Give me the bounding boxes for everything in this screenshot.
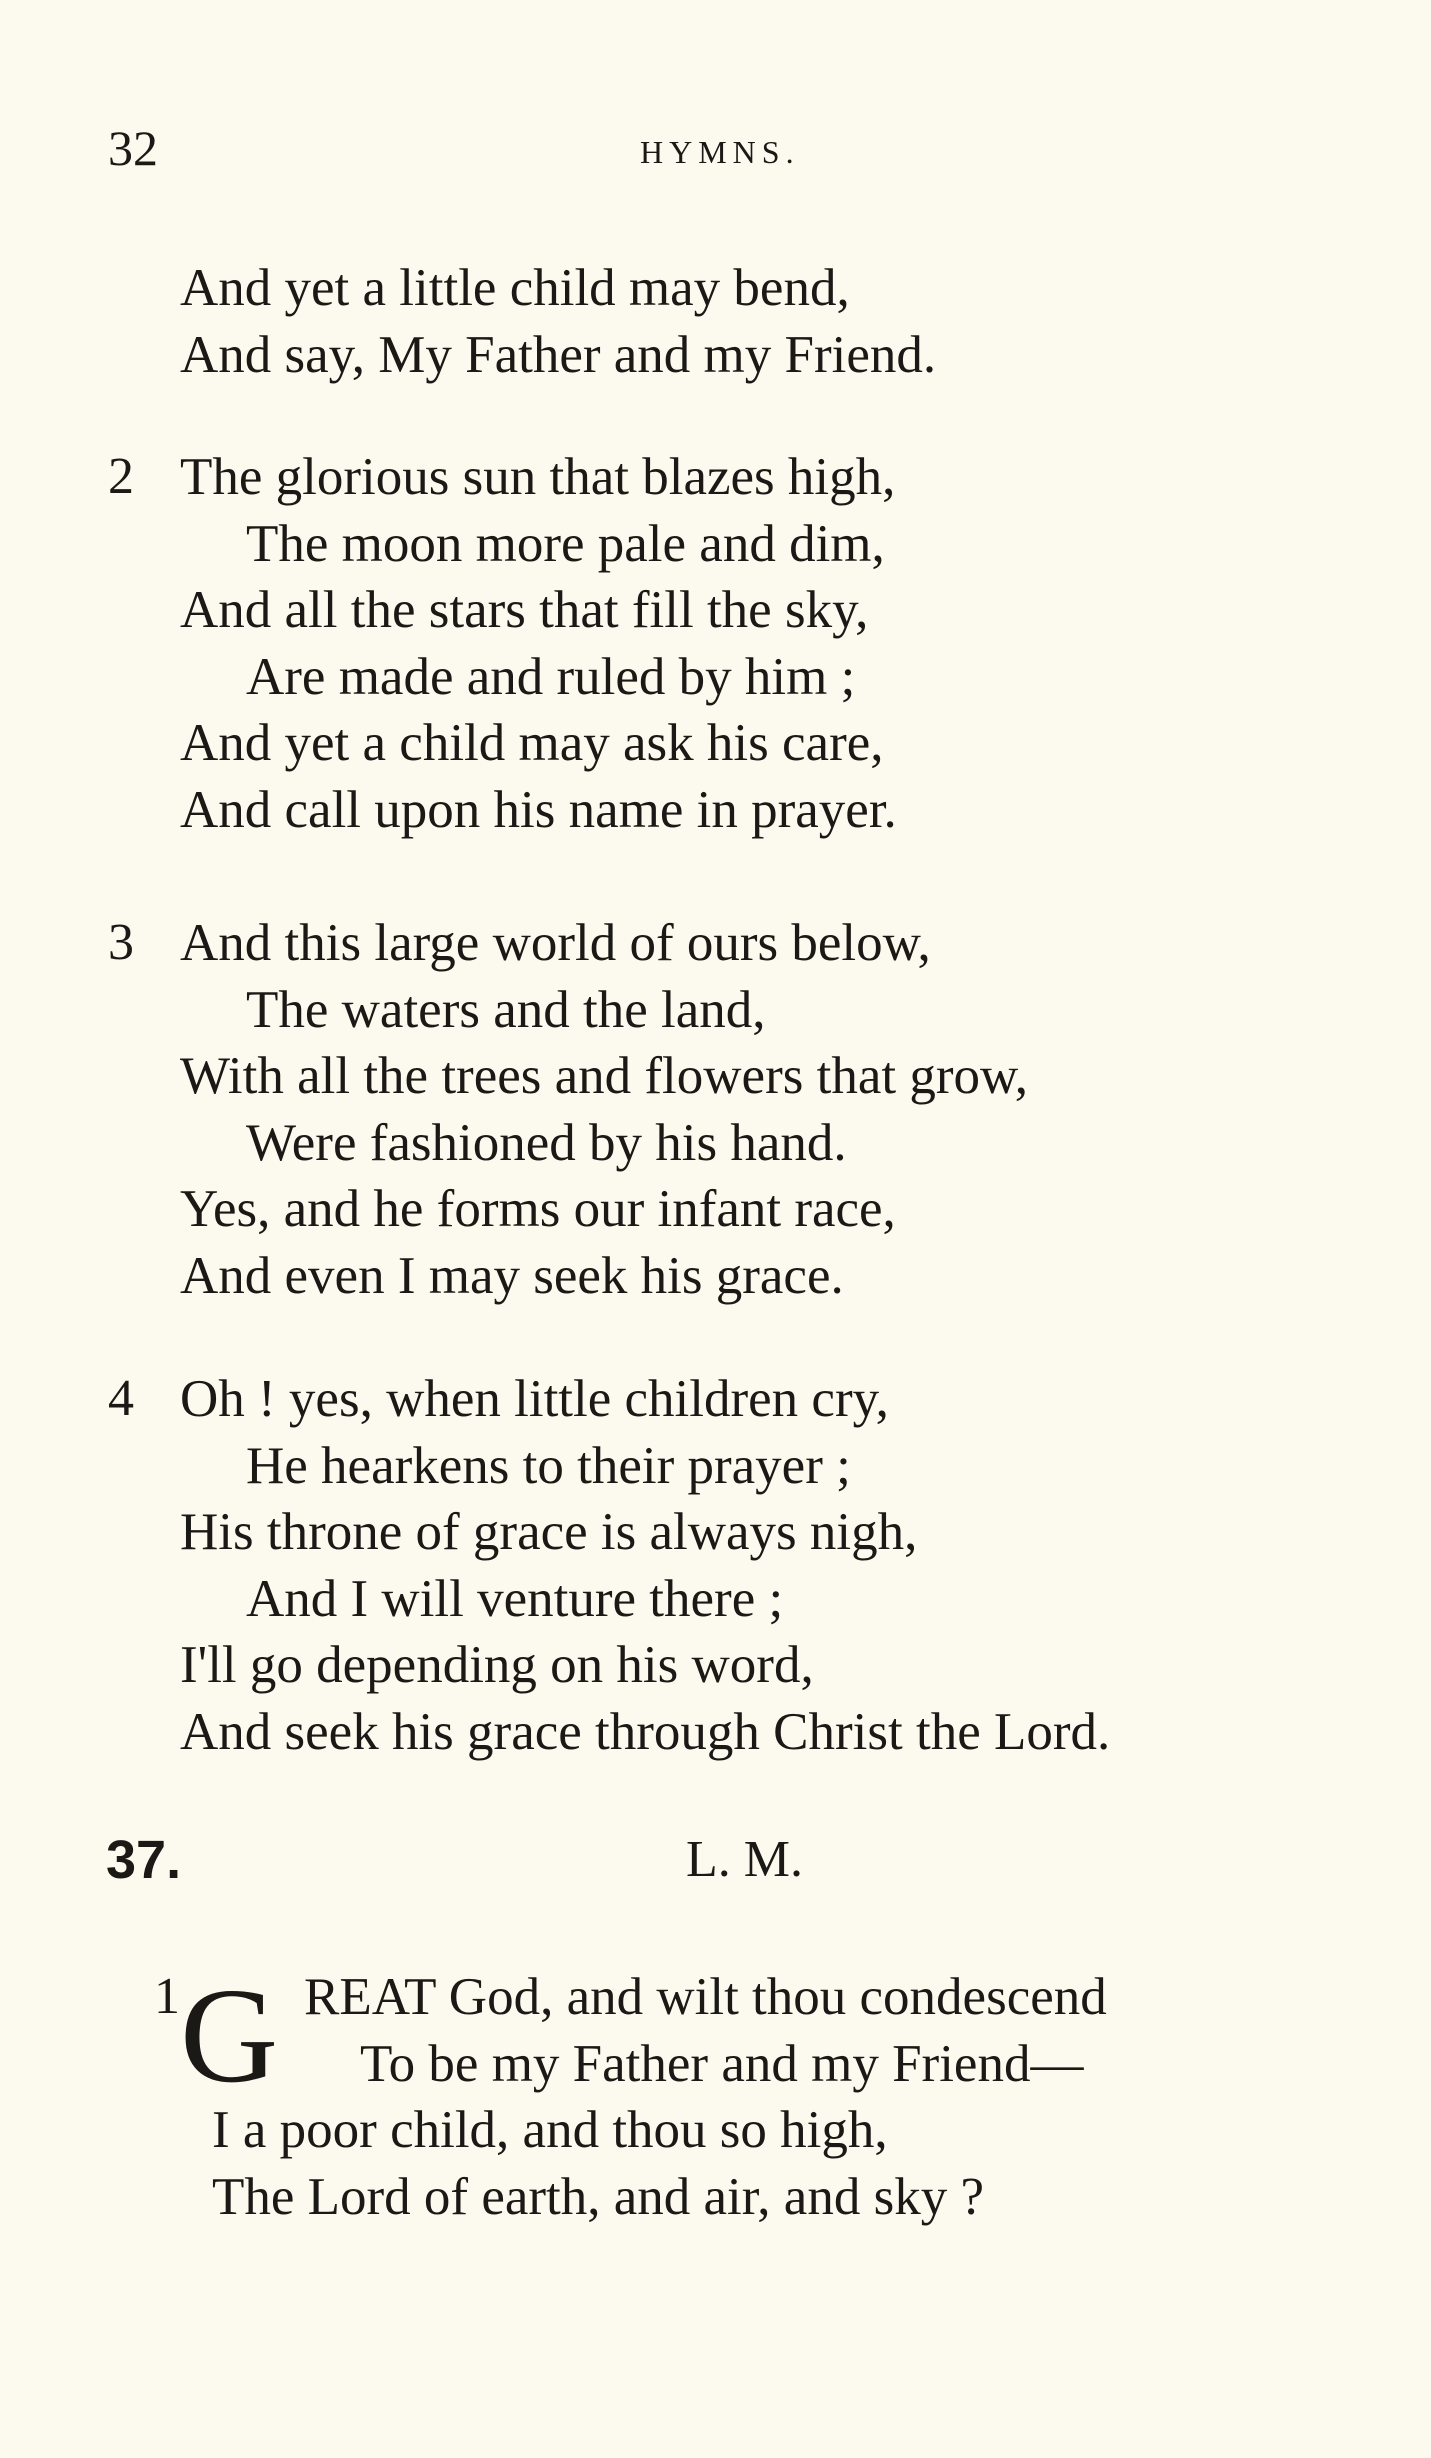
- verse-line: His throne of grace is always nigh,: [180, 1503, 918, 1561]
- running-title: HYMNS.: [640, 134, 800, 170]
- verse-line: Oh ! yes, when little children cry,: [180, 1370, 889, 1428]
- running-head: [0, 118, 1431, 178]
- verse-line: The glorious sun that blazes high,: [180, 448, 896, 506]
- verse-line: And I will venture there ;: [246, 1569, 784, 1628]
- drop-cap: G: [180, 1961, 279, 2111]
- verse-line: To be my Father and my Friend—: [360, 2034, 1084, 2093]
- hymn-meter: L. M.: [686, 1831, 803, 1888]
- page-number: 32: [108, 120, 158, 176]
- verse-line: Yes, and he forms our infant race,: [180, 1180, 896, 1238]
- verse-line: And say, My Father and my Friend.: [180, 325, 937, 384]
- verse-line: And seek his grace through Christ the Lord.: [180, 1702, 1111, 1761]
- stanza-number: 3: [108, 914, 134, 971]
- verse-line: Were fashioned by his hand.: [246, 1113, 847, 1172]
- verse-line: The moon more pale and dim,: [246, 514, 885, 573]
- verse-line: REAT God, and wilt thou condescend: [304, 1968, 1107, 2026]
- verse-line: And even I may seek his grace.: [180, 1246, 844, 1305]
- stanza-2: [108, 444, 1388, 843]
- stanza-3: [108, 910, 1388, 1309]
- hymn-37-stanza-1: [108, 1961, 1388, 2230]
- verse-line: He hearkens to their prayer ;: [246, 1436, 851, 1495]
- verse-line: And this large world of ours below,: [180, 914, 931, 972]
- verse-line: And call upon his name in prayer.: [180, 780, 897, 839]
- verse-line: I'll go depending on his word,: [180, 1636, 814, 1694]
- verse-line: The Lord of earth, and air, and sky ?: [212, 2167, 984, 2226]
- continued-stanza: [108, 255, 1388, 388]
- hymn-37-heading: [0, 1820, 1431, 1900]
- stanza-number: 2: [108, 448, 134, 505]
- verse-line: And yet a little child may bend,: [180, 259, 850, 317]
- hymn-number: 37.: [106, 1830, 182, 1890]
- stanza-number: 4: [108, 1370, 134, 1427]
- stanza-number: 1: [154, 1968, 180, 2025]
- verse-line: And all the stars that fill the sky,: [180, 581, 869, 639]
- verse-line: The waters and the land,: [246, 980, 766, 1039]
- verse-line: I a poor child, and thou so high,: [212, 2101, 888, 2159]
- verse-line: And yet a child may ask his care,: [180, 714, 884, 772]
- stanza-4: [108, 1366, 1388, 1765]
- verse-line: Are made and ruled by him ;: [246, 647, 856, 706]
- verse-line: With all the trees and flowers that grow,: [180, 1047, 1029, 1105]
